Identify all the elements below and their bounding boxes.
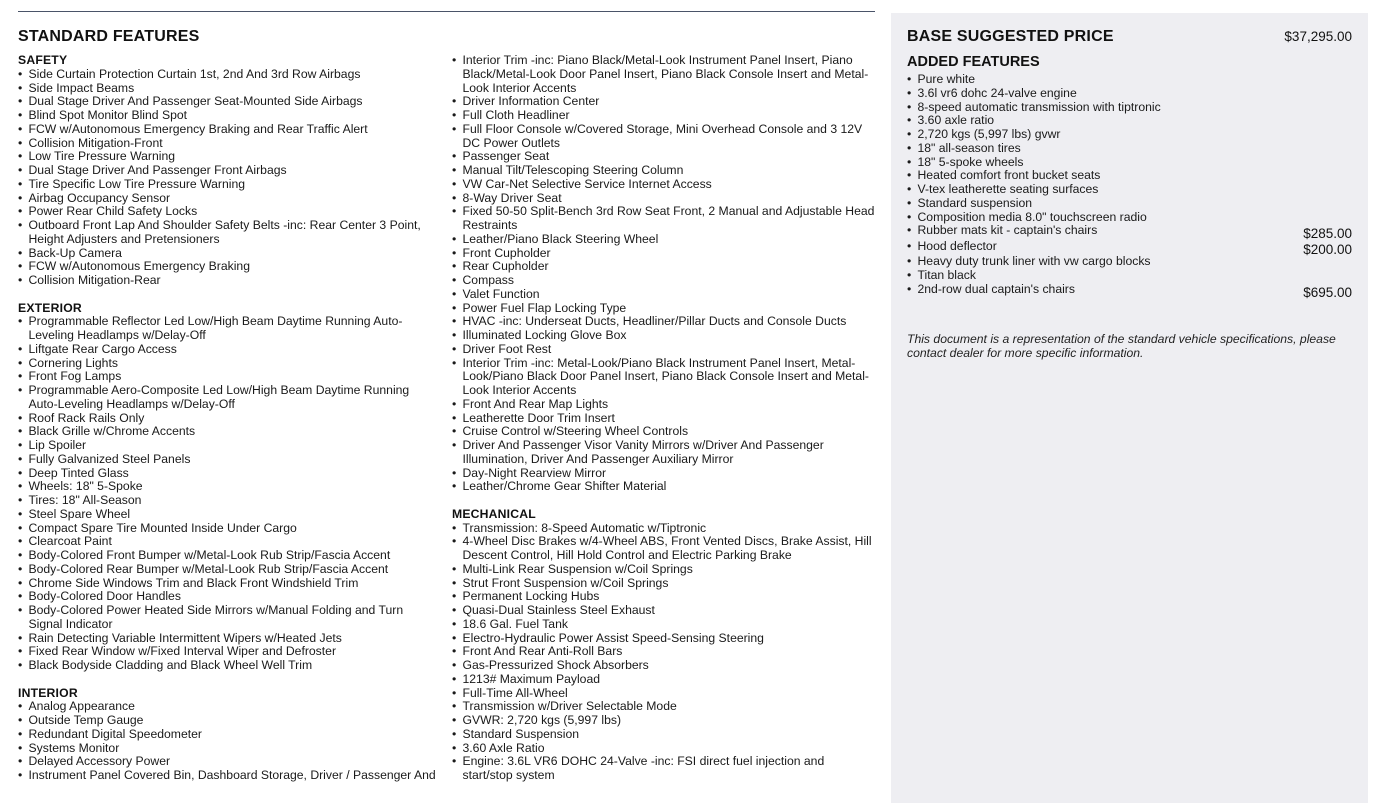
feature-item: • Collision Mitigation-Front (18, 137, 438, 151)
feature-item: • Front Fog Lamps (18, 370, 438, 384)
feature-item: • Body-Colored Front Bumper w/Metal-Look Rub Strip/Fascia Accent (18, 549, 438, 563)
feature-item: • Deep Tinted Glass (18, 467, 438, 481)
feature-item: • Side Impact Beams (18, 82, 438, 96)
feature-item: • Interior Trim -inc: Metal-Look/Piano Black Instrument Panel Insert, Metal-Look/Piano Black Door Panel Insert, Piano Black Console Insert and Metal-Look Interior Accents (452, 357, 877, 398)
feature-item: • Manual Tilt/Telescoping Steering Column (452, 164, 877, 178)
section-safety (18, 54, 438, 288)
added-feature-price: $695.00 (1303, 284, 1352, 300)
feature-item: • Steel Spare Wheel (18, 508, 438, 522)
added-feature-item (907, 87, 1352, 101)
feature-item: • Compact Spare Tire Mounted Inside Under Cargo (18, 522, 438, 536)
feature-item: • 3.60 Axle Ratio (452, 742, 877, 756)
added-feature-text: 3.6l vr6 dohc 24-valve engine (917, 85, 1077, 100)
feature-item: • Lip Spoiler (18, 439, 438, 453)
feature-item: • Full-Time All-Wheel (452, 687, 877, 701)
feature-item: • Blind Spot Monitor Blind Spot (18, 109, 438, 123)
feature-item: • Illuminated Locking Glove Box (452, 329, 877, 343)
added-feature-item (907, 240, 1352, 256)
section-heading: INTERIOR (18, 685, 78, 700)
base-price-value: $37,295.00 (1284, 29, 1352, 44)
section-exterior (18, 302, 438, 673)
feature-item: • Power Fuel Flap Locking Type (452, 302, 877, 316)
added-feature-item (907, 183, 1352, 197)
base-price-label: BASE SUGGESTED PRICE (907, 28, 1114, 45)
features-column-middle (452, 54, 877, 797)
feature-item: • Driver Foot Rest (452, 343, 877, 357)
feature-item: • 18.6 Gal. Fuel Tank (452, 618, 877, 632)
added-feature-text: Heated comfort front bucket seats (917, 168, 1101, 183)
feature-item: • Leatherette Door Trim Insert (452, 412, 877, 426)
feature-item: • Transmission w/Driver Selectable Mode (452, 700, 877, 714)
feature-item: • Driver Information Center (452, 95, 877, 109)
feature-item: • Strut Front Suspension w/Coil Springs (452, 577, 877, 591)
feature-list (452, 522, 877, 783)
added-feature-item (907, 224, 1352, 240)
feature-list (452, 54, 877, 494)
added-feature-item (907, 73, 1352, 87)
added-feature-item (907, 269, 1352, 283)
added-feature-text: 18" 5-spoke wheels (917, 154, 1024, 169)
feature-item: • Body-Colored Door Handles (18, 590, 438, 604)
section-interior-continued (452, 54, 877, 494)
added-features-heading: ADDED FEATURES (907, 54, 1040, 70)
feature-item: • Quasi-Dual Stainless Steel Exhaust (452, 604, 877, 618)
feature-list (18, 700, 438, 783)
added-feature-text: 3.60 axle ratio (917, 113, 995, 128)
feature-item: • Programmable Aero-Composite Led Low/High Beam Daytime Running Auto-Leveling Headlamps w/Delay-Off (18, 384, 438, 412)
section-heading: MECHANICAL (452, 506, 536, 521)
added-feature-item (907, 169, 1352, 183)
added-feature-item (907, 156, 1352, 170)
feature-item: • Side Curtain Protection Curtain 1st, 2nd And 3rd Row Airbags (18, 68, 438, 82)
feature-list (18, 68, 438, 288)
added-feature-text: 18" all-season tires (917, 140, 1021, 155)
added-feature-text: Composition media 8.0" touchscreen radio (917, 209, 1147, 224)
base-price-row (907, 28, 1352, 46)
added-feature-text: Hood deflector (917, 238, 997, 253)
feature-item: • Front And Rear Anti-Roll Bars (452, 645, 877, 659)
added-feature-text: Rubber mats kit - captain's chairs (917, 223, 1098, 238)
feature-item: • Fixed 50-50 Split-Bench 3rd Row Seat Front, 2 Manual and Adjustable Head Restraints (452, 205, 877, 233)
feature-item: • Collision Mitigation-Rear (18, 274, 438, 288)
feature-item: • Standard Suspension (452, 728, 877, 742)
feature-item: • Transmission: 8-Speed Automatic w/Tiptronic (452, 522, 877, 536)
feature-item: • Cruise Control w/Steering Wheel Controls (452, 425, 877, 439)
section-interior (18, 687, 438, 783)
feature-item: • HVAC -inc: Underseat Ducts, Headliner/Pillar Ducts and Console Ducts (452, 315, 877, 329)
feature-item: • Fixed Rear Window w/Fixed Interval Wiper and Defroster (18, 645, 438, 659)
feature-item: • Valet Function (452, 288, 877, 302)
added-feature-item (907, 283, 1352, 299)
feature-item: • Full Cloth Headliner (452, 109, 877, 123)
added-feature-text: 8-speed automatic transmission with tiptronic (917, 99, 1161, 114)
feature-item: • Permanent Locking Hubs (452, 590, 877, 604)
feature-item: • Rear Cupholder (452, 260, 877, 274)
added-feature-text: Standard suspension (917, 195, 1033, 210)
feature-item: • Black Grille w/Chrome Accents (18, 425, 438, 439)
feature-item: • Instrument Panel Covered Bin, Dashboard Storage, Driver / Passenger And (18, 769, 438, 783)
added-feature-item (907, 142, 1352, 156)
feature-item: • Dual Stage Driver And Passenger Seat-Mounted Side Airbags (18, 95, 438, 109)
added-feature-text: Titan black (917, 268, 976, 282)
feature-item: • Wheels: 18" 5-Spoke (18, 480, 438, 494)
feature-item: • Fully Galvanized Steel Panels (18, 453, 438, 467)
feature-item: • Low Tire Pressure Warning (18, 150, 438, 164)
disclaimer-text: This document is a representation of the standard vehicle specifications, please contact dealer for more specific information. (907, 332, 1336, 360)
feature-list (18, 315, 438, 673)
feature-item: • Back-Up Camera (18, 247, 438, 261)
section-mechanical (452, 508, 877, 783)
feature-item: • 8-Way Driver Seat (452, 192, 877, 206)
page-title: STANDARD FEATURES (18, 28, 200, 45)
feature-item: • Dual Stage Driver And Passenger Front Airbags (18, 164, 438, 178)
added-feature-item (907, 255, 1352, 269)
feature-item: • Analog Appearance (18, 700, 438, 714)
feature-item: • Outside Temp Gauge (18, 714, 438, 728)
added-feature-text: V-tex leatherette seating surfaces (917, 182, 1099, 196)
added-features-list (907, 73, 1352, 298)
top-divider (18, 11, 875, 12)
feature-item: • Liftgate Rear Cargo Access (18, 343, 438, 357)
feature-item: • Driver And Passenger Visor Vanity Mirrors w/Driver And Passenger Illumination, Driver And Passenger Auxiliary Mirror (452, 439, 877, 467)
feature-item: • Passenger Seat (452, 150, 877, 164)
feature-item: • Compass (452, 274, 877, 288)
feature-item: • Multi-Link Rear Suspension w/Coil Springs (452, 563, 877, 577)
feature-item: • Leather/Piano Black Steering Wheel (452, 233, 877, 247)
feature-item: • Body-Colored Power Heated Side Mirrors w/Manual Folding and Turn Signal Indicator (18, 604, 438, 632)
feature-item: • Outboard Front Lap And Shoulder Safety Belts -inc: Rear Center 3 Point, Height Adjusters and Pretensioners (18, 219, 438, 247)
added-feature-item (907, 128, 1352, 142)
feature-item: • Airbag Occupancy Sensor (18, 192, 438, 206)
added-feature-price: $285.00 (1303, 226, 1352, 242)
feature-item: • Leather/Chrome Gear Shifter Material (452, 480, 877, 494)
feature-item: • Interior Trim -inc: Piano Black/Metal-Look Instrument Panel Insert, Piano Black/Metal-Look Door Panel Insert, Piano Black Console Insert and Metal-Look Interior Accents (452, 54, 877, 95)
feature-item: • Systems Monitor (18, 742, 438, 756)
feature-item: • Body-Colored Rear Bumper w/Metal-Look Rub Strip/Fascia Accent (18, 563, 438, 577)
feature-item: • Full Floor Console w/Covered Storage, Mini Overhead Console and 3 12V DC Power Outlets (452, 123, 877, 151)
feature-item: • 1213# Maximum Payload (452, 673, 877, 687)
added-feature-item (907, 197, 1352, 211)
added-feature-item (907, 101, 1352, 115)
feature-item: • Tire Specific Low Tire Pressure Warning (18, 178, 438, 192)
feature-item: • Chrome Side Windows Trim and Black Front Windshield Trim (18, 577, 438, 591)
added-feature-text: 2,720 kgs (5,997 lbs) gvwr (917, 127, 1061, 141)
feature-item: • Gas-Pressurized Shock Absorbers (452, 659, 877, 673)
feature-item: • Redundant Digital Speedometer (18, 728, 438, 742)
feature-item: • Black Bodyside Cladding and Black Wheel Well Trim (18, 659, 438, 673)
feature-item: • Power Rear Child Safety Locks (18, 205, 438, 219)
section-heading: EXTERIOR (18, 300, 82, 315)
added-feature-item (907, 114, 1352, 128)
feature-item: • FCW w/Autonomous Emergency Braking and Rear Traffic Alert (18, 123, 438, 137)
feature-item: • Engine: 3.6L VR6 DOHC 24-Valve -inc: FSI direct fuel injection and start/stop system (452, 755, 877, 783)
feature-item: • Programmable Reflector Led Low/High Beam Daytime Running Auto-Leveling Headlamps w/Delay-Off (18, 315, 438, 343)
feature-item: • Electro-Hydraulic Power Assist Speed-Sensing Steering (452, 632, 877, 646)
added-feature-text: Pure white (917, 72, 976, 86)
feature-item: • Cornering Lights (18, 357, 438, 371)
added-feature-text: Heavy duty trunk liner with vw cargo blocks (917, 254, 1151, 269)
feature-item: • Day-Night Rearview Mirror (452, 467, 877, 481)
feature-item: • Tires: 18" All-Season (18, 494, 438, 508)
features-column-left (18, 54, 438, 797)
feature-item: • Front Cupholder (452, 247, 877, 261)
feature-item: • Clearcoat Paint (18, 535, 438, 549)
feature-item: • Roof Rack Rails Only (18, 412, 438, 426)
feature-item: • VW Car-Net Selective Service Internet Access (452, 178, 877, 192)
added-feature-item (907, 211, 1352, 225)
added-feature-text: 2nd-row dual captain's chairs (917, 281, 1075, 296)
feature-item: • GVWR: 2,720 kgs (5,997 lbs) (452, 714, 877, 728)
feature-item: • Front And Rear Map Lights (452, 398, 877, 412)
section-heading: SAFETY (18, 53, 68, 67)
feature-item: • Delayed Accessory Power (18, 755, 438, 769)
feature-item: • Rain Detecting Variable Intermittent Wipers w/Heated Jets (18, 632, 438, 646)
feature-item: • FCW w/Autonomous Emergency Braking (18, 260, 438, 274)
feature-item: • 4-Wheel Disc Brakes w/4-Wheel ABS, Front Vented Discs, Brake Assist, Hill Descent Control, Hill Hold Control and Electric Parking Brake (452, 535, 877, 563)
added-feature-price: $200.00 (1303, 241, 1352, 257)
